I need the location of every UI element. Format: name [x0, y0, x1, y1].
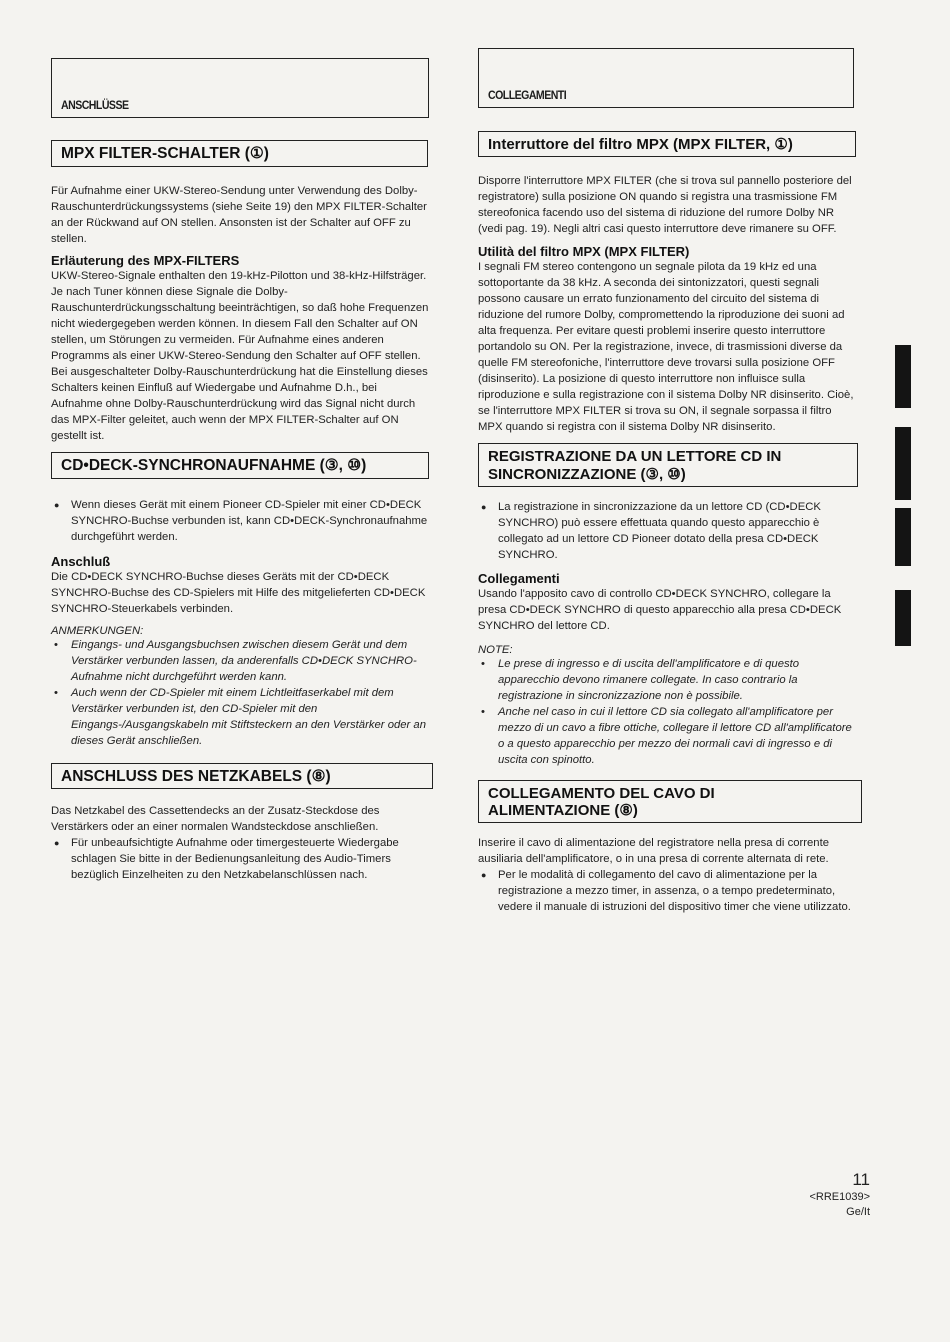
cd-synchro-bullet-list — [51, 497, 429, 545]
chapter-title-right: COLLEGAMENTI — [488, 88, 567, 102]
thumb-index-tab — [895, 590, 911, 646]
mpx-intro-paragraph: Für Aufnahme einer UKW-Stereo-Sendung unter Verwendung des Dolby-Rauschunterdrückungssystems (siehe Seite 19) den MPX FILTER-Schalter an der Rückwand auf ON stellen. Ansonsten ist der Schalter auf OFF zu stellen. — [51, 184, 427, 245]
alimentazione-bullet-list — [478, 867, 858, 915]
collegamenti-subheading: Collegamenti — [478, 570, 560, 586]
german-column — [51, 58, 429, 883]
heading-mpx-filter-schalter: MPX FILTER-SCHALTER (①) — [51, 140, 428, 167]
list-item: ● Per le modalità di collegamento del cavo di alimentazione per la registrazione a mezzo timer, in assenza, o a tempo predeterminato, vedere il manuale di istruzioni del dispositivo timer che viene utilizzato. — [478, 867, 858, 915]
heading-cd-deck-synchronaufnahme: CD•DECK-SYNCHRONAUFNAHME (③, ⑩) — [51, 452, 429, 479]
notes-list-it — [478, 656, 858, 768]
note-item: • Le prese di ingresso e di uscita dell'amplificatore e di questo apparecchio devono rimanere collegate. In caso contrario la registrazione in sincronizzazione non è possibile. — [478, 656, 858, 704]
mpx-utility-subheading: Utilità del filtro MPX (MPX FILTER) — [478, 244, 690, 260]
heading-line: COLLEGAMENTO DEL CAVO DI — [488, 784, 715, 802]
note-item: • Auch wenn der CD-Spieler mit einem Lichtleitfaserkabel mit dem Verstärker verbunden ist, den CD-Spieler mit den Eingangs-/Ausgangskabeln mit Stiftsteckern an den Verstärker oder an dieses Gerät anschließen. — [51, 685, 429, 749]
netzkabel-paragraph: Das Netzkabel des Cassettendecks an der Zusatz-Steckdose des Verstärkers oder an einer normalen Wandsteckdose anschließen. — [51, 805, 380, 834]
chapter-box-left — [51, 58, 429, 118]
document-code: <RRE1039> — [809, 1191, 870, 1203]
list-item: ● Wenn dieses Gerät mit einem Pioneer CD-Spieler mit einer CD•DECK SYNCHRO-Buchse verbunden ist, kann CD•DECK-Synchronaufnahme durchgeführt werden. — [51, 497, 429, 545]
list-item: ● La registrazione in sincronizzazione da un lettore CD (CD•DECK SYNCHRO) può essere effettuata quando questo apparecchio è collegato ad un lettore CD Pioneer dotato della presa CD•DECK SYNCHRO. — [478, 499, 858, 563]
page-footer — [809, 1170, 870, 1220]
notes-label-it: NOTE: — [478, 643, 513, 656]
heading-line: REGISTRAZIONE DA UN LETTORE CD IN — [488, 448, 782, 466]
notes-list — [51, 637, 429, 749]
anschluss-paragraph: Die CD•DECK SYNCHRO-Buchse dieses Geräts mit der CD•DECK SYNCHRO-Buchse des CD-Spielers mit Hilfe des mitgelieferten CD•DECK SYNCHRO-Steuerkabels verbinden. — [51, 570, 426, 615]
thumb-index-tab — [895, 345, 911, 408]
heading-collegamento-cavo — [478, 780, 862, 824]
heading-registrazione-cd — [478, 443, 858, 487]
mpx-explanation-paragraph: UKW-Stereo-Signale enthalten den 19-kHz-Pilotton und 38-kHz-Hilfsträger. Je nach Tuner können diese Signale die Dolby-Rauschunterdrückungsschaltung beeinträchtigen, so daß hohe Frequenzen nicht wiedergegeben werden können. In diesem Fall den Schalter auf ON stellen, um Störungen zu vermeiden. Für Aufnahme eines anderen Programms als einer UKW-Stereo-Sendung den Schalter auf OFF stellen. Bei ausgeschalteter Dolby-Rauschunterdrückung hat die Einstellung dieses Schalters keinen Einfluß auf Wiedergabe und Aufnahme D.h., bei Aufnahme ohne Dolby-Rauschunterdrückung wird das Signal nicht durch das MPX-Filter geleitet, auch wenn der MPX FILTER-Schalter auf ON gestellt ist. — [51, 269, 429, 442]
netzkabel-bullet-list — [51, 835, 429, 883]
collegamenti-paragraph: Usando l'apposito cavo di controllo CD•DECK SYNCHRO, collegare la presa CD•DECK SYNCHRO di questo apparecchio alla presa CD•DECK SYNCHRO del lettore CD. — [478, 587, 842, 632]
page-number: 11 — [852, 1170, 870, 1189]
mpx-explanation-subheading: Erläuterung des MPX-FILTERS — [51, 252, 240, 268]
chapter-title-left: ANSCHLÜSSE — [61, 98, 129, 112]
anschluss-subheading: Anschluß — [51, 553, 111, 569]
heading-line: SINCRONIZZAZIONE (③, ⑩) — [488, 465, 686, 483]
heading-interruttore-filtro-mpx: Interruttore del filtro MPX (MPX FILTER, ①) — [478, 131, 856, 157]
cd-sync-bullet-list-it — [478, 499, 858, 563]
thumb-index-tab — [895, 427, 911, 500]
mpx-utility-paragraph: I segnali FM stereo contengono un segnale pilota da 19 kHz ed una sottoportante da 38 kHz. A seconda dei sintonizzatori, questi segnali possono causare un errato funzionamento del circuito del sistema di riduzione del rumore Dolby, compromettendo la riproduzione dei suoni ad alta frequenza. Per evitare questi problemi inserire questo interruttore portandolo su ON. Per la registrazione, invece, di trasmissioni diverse da quelle FM stereofoniche, l'interruttore deve trovarsi sulla posizione OFF (disinserito). La posizione di questo interruttore non influisce sulla riproduzione e sulla registrazione con il sistema Dolby NR disinserito. Cioè, se l'interruttore MPX FILTER si trova su ON, il segnale sorpassa il filtro MPX quando si registra con il sistema Dolby NR disinserito. — [478, 261, 854, 434]
chapter-box-right — [478, 48, 854, 108]
language-code: Ge/It — [846, 1206, 870, 1218]
list-item: ● Für unbeaufsichtigte Aufnahme oder timergesteuerte Wiedergabe schlagen Sie bitte in der Bedienungsanleitung des Audio-Timers bezüglich Einzelheiten zu den Netzkabelanschlüssen nach. — [51, 835, 429, 883]
italian-column — [478, 48, 858, 915]
heading-line: ALIMENTAZIONE (⑧) — [488, 802, 638, 819]
mpx-intro-paragraph-it: Disporre l'interruttore MPX FILTER (che si trova sul pannello posteriore del registratore) sulla posizione ON quando si registra una trasmissione FM stereofonica facendo uso del sistema di riduzione del rumore Dolby NR (vedi pag. 19). Negli altri casi questo interruttore deve rimanere su OFF. — [478, 175, 852, 236]
heading-anschluss-netzkabel: ANSCHLUSS DES NETZKABELS (⑧) — [51, 763, 433, 790]
notes-label: ANMERKUNGEN: — [51, 624, 144, 637]
note-item: • Anche nel caso in cui il lettore CD sia collegato all'amplificatore per mezzo di un cavo a fibre ottiche, collegare il lettore CD all'amplificatore o a questo apparecchio per mezzo dei normali cavi di ingresso e di uscita con spinotto. — [478, 704, 858, 768]
thumb-index-tab — [895, 508, 911, 566]
alimentazione-paragraph: Inserire il cavo di alimentazione del registratore nella presa di corrente ausiliaria dell'amplificatore, o in una presa di corrente alternata di rete. — [478, 837, 830, 866]
note-item: • Eingangs- und Ausgangsbuchsen zwischen diesem Gerät und dem Verstärker verbunden lassen, da anderenfalls CD•DECK SYNCHRO-Aufnahme nicht durchgeführt werden kann. — [51, 637, 429, 685]
